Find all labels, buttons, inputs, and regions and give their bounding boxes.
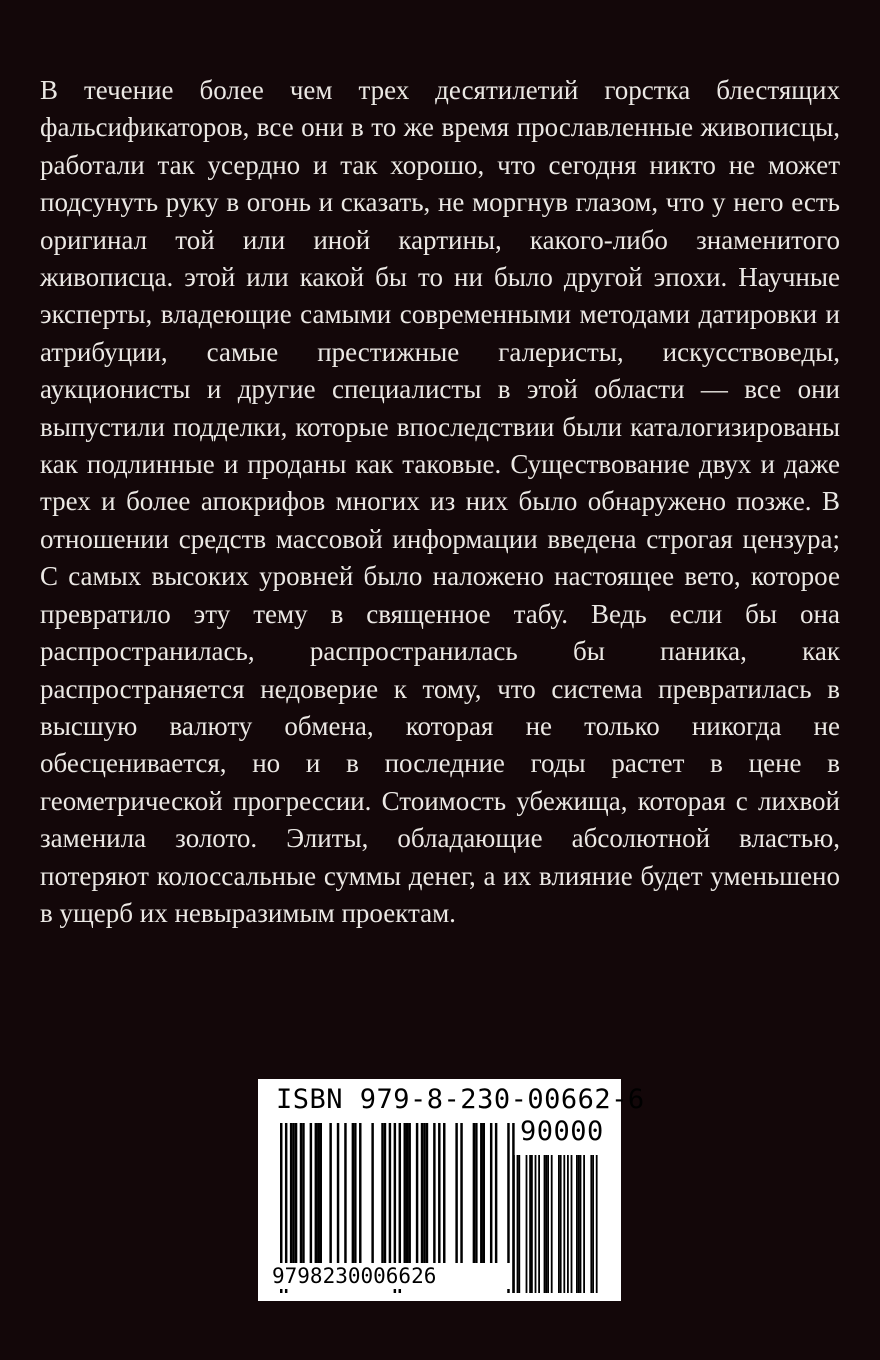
barcode-bar [381,1123,383,1265]
barcode-bar [320,1123,322,1265]
barcode-bar [571,1155,573,1293]
barcode-bar [567,1155,569,1293]
barcode-bar [352,1123,354,1265]
barcode-bar [455,1123,457,1265]
barcode-bar [460,1123,462,1265]
barcode-bar [404,1123,406,1265]
barcode-bar [596,1155,598,1293]
barcode-bar [426,1123,428,1265]
barcode-bar [438,1123,440,1265]
barcode-bar [473,1123,475,1265]
barcode-bar [529,1155,531,1293]
barcode-bar [302,1123,304,1265]
barcode-bar [578,1155,580,1293]
barcode-bar [290,1123,292,1265]
barcode-bar [551,1155,553,1293]
barcode-bar [406,1123,408,1265]
barcode-bar [300,1123,302,1265]
barcode-bar [517,1155,519,1293]
barcode-bar [480,1123,482,1265]
barcode-bar [423,1123,425,1265]
barcode-bar [545,1155,547,1293]
barcode-bar [408,1123,410,1265]
barcode-bar [329,1123,331,1265]
blurb-text: В течение более чем трех десятилетий горстка блестящих фальсификаторов, все они в то же время прославленные живописцы, работали так усердно и так хорошо, что сегодня никто не может подсунуть руку в огонь и сказать, не моргнув глазом, что у него есть оригинал той или иной картины, какого-либо знаменитого живописца. этой или какой бы то ни было другой эпохи. Научные эксперты, владеющие самыми современными методами датировки и атрибуции, самые престижные галеристы, искусствоведы, аукционисты и другие специалисты в этой области — все они выпустили подделки, которые впоследствии были каталогизированы как подлинные и проданы как таковые. Существование двух и даже трех и более апокрифов многих из них было обнаружено позже. В отношении средств массовой информации введена строгая цензура; С самых высоких уровней было наложено настоящее вето, которое превратило эту тему в священное табу. Ведь если бы она распространилась, распространилась бы паника, как распространяется недоверие к тому, что система превратилась в высшую валюту обмена, которая не только никогда не обесценивается, но и в последние годы растет в цене в геометрической прогрессии. Стоимость убежища, которая с лихвой заменила золото. Элиты, обладающие абсолютной властью, потеряют колоссальные суммы денег, а их влияние будет уменьшено в ущерб их невыразимым проектам. [40,75,840,928]
barcode-bar [576,1155,578,1293]
barcode-bar [538,1155,540,1293]
barcode-bar [310,1123,312,1265]
barcode-bar [558,1155,560,1293]
barcode-bar [495,1123,497,1265]
barcode-bar [563,1155,565,1293]
barcode-bar [292,1123,294,1265]
barcode-bar [295,1123,297,1265]
barcode-bar [421,1123,423,1265]
barcode-bar [317,1123,319,1265]
barcode-bar [354,1123,356,1265]
price-code: 90000 [520,1116,604,1147]
barcode-bar [443,1123,445,1265]
barcode-bar [490,1123,492,1265]
barcode-bar [389,1123,391,1265]
isbn-label: ISBN 979-8-230-00662-6 [276,1084,645,1115]
barcode-bar [518,1155,520,1293]
barcode-bar [560,1155,562,1293]
barcode-bar [535,1155,537,1293]
barcode-bar [416,1123,418,1265]
barcode-bar [384,1123,386,1265]
barcode-bar [359,1123,361,1265]
barcode-bar [583,1155,585,1293]
barcode-bar [433,1123,435,1265]
barcode-bar [580,1155,582,1293]
ean-digits: 9798230006626 [272,1263,512,1289]
barcode-bar [337,1123,339,1265]
barcode-bar [371,1123,373,1265]
barcode-bar [547,1155,549,1293]
barcode-bar [344,1123,346,1265]
barcode-bar [592,1155,594,1293]
barcode-bar [544,1155,546,1293]
barcode-bar [315,1123,317,1265]
barcode-bar [475,1123,477,1265]
barcode-bar [526,1155,528,1293]
barcode-bar [590,1155,592,1293]
barcode-bar [513,1155,515,1293]
isbn-barcode-panel [258,1079,645,1301]
barcode-bar [483,1123,485,1265]
barcode-bar [531,1155,533,1293]
